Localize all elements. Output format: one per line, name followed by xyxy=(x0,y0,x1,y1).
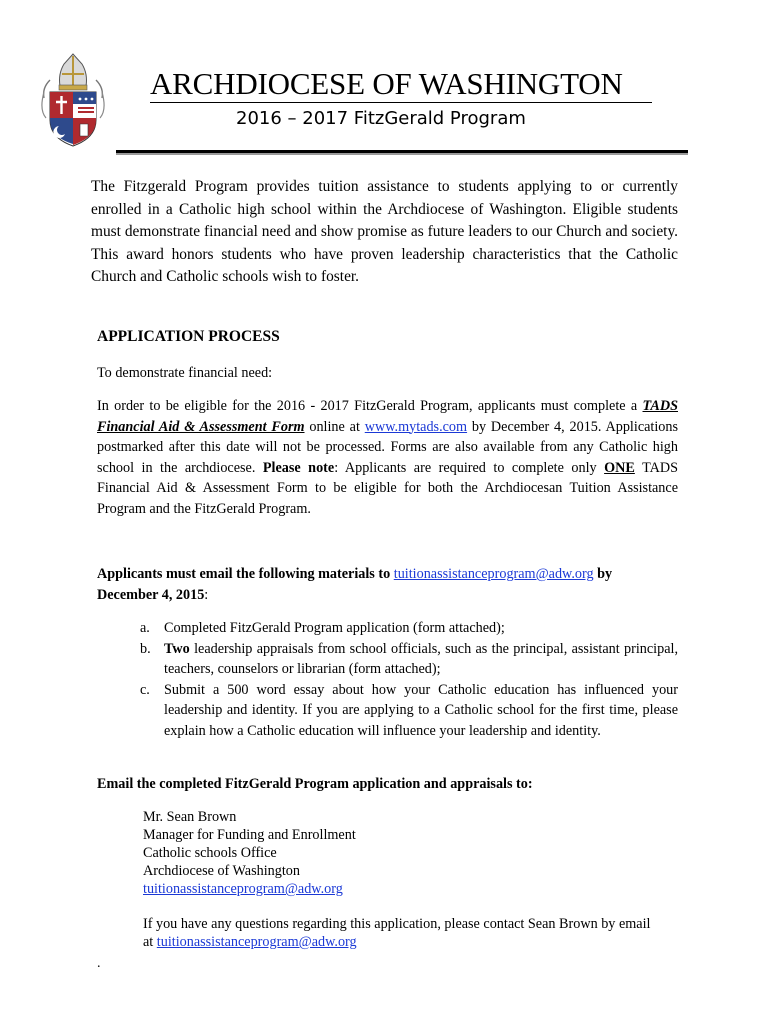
mitre-icon xyxy=(59,54,87,90)
contact-org: Archdiocese of Washington xyxy=(143,863,300,879)
materials-list xyxy=(140,618,678,742)
tads-form-name: TADS Financial Aid & Assessment Form xyxy=(97,398,678,435)
footer-mark: . xyxy=(97,956,101,971)
contact-name: Mr. Sean Brown xyxy=(143,809,237,825)
one-emphasis: ONE xyxy=(604,459,635,476)
contact-address-block xyxy=(143,808,356,898)
shield-icon xyxy=(50,92,96,146)
intro-paragraph: The Fitzgerald Program provides tuition assistance to students applying to or currently enrolled in a Catholic high school within the Archdiocese of Washington. Eligible students must demonstrate financial need and show promise as future leaders to our Church and society. This award honors students who have proven leadership characteristics that the Catholic Church and Catholic schools wish to foster. xyxy=(91,178,678,285)
financial-need-label: To demonstrate financial need: xyxy=(97,365,273,381)
deadline-date: December 4, 2015 xyxy=(97,587,205,603)
header-divider xyxy=(116,150,688,153)
materials-email-link[interactable]: tuitionassistanceprogram@adw.org xyxy=(393,566,594,582)
list-item: a. Completed FitzGerald Program application (form attached); xyxy=(140,620,505,636)
contact-email-link[interactable]: tuitionassistanceprogram@adw.org xyxy=(143,881,343,897)
application-process-heading: APPLICATION PROCESS xyxy=(97,328,280,345)
materials-instructions: Applicants must email the following materials to tuitionassistanceprogram@adw.org by December 4, 2015: xyxy=(97,566,613,603)
archdiocese-crest-logo xyxy=(40,52,106,148)
program-subtitle: 2016 – 2017 FitzGerald Program xyxy=(236,108,526,129)
contact-office: Catholic schools Office xyxy=(143,845,277,861)
contact-role: Manager for Funding and Enrollment xyxy=(143,827,356,843)
email-instructions-heading: Email the completed FitzGerald Program application and appraisals to: xyxy=(97,776,533,792)
list-item: b. Two leadership appraisals from school officials, such as the principal, assistant principal, teachers, counselors or librarian (form attached); xyxy=(140,640,678,678)
please-note-label: Please note xyxy=(262,459,335,476)
questions-note: If you have any questions regarding this application, please contact Sean Brown by email at tuitionassistanceprogram@adw.org xyxy=(143,916,651,950)
questions-email-link[interactable]: tuitionassistanceprogram@adw.org xyxy=(156,934,357,950)
list-item: c. Submit a 500 word essay about how your Catholic education has influenced your leadership and identity. If you are applying to a Catholic school for the first time, please explain how a Catholic education will influence your leadership and identity. xyxy=(140,681,678,739)
mytads-link[interactable]: www.mytads.com xyxy=(364,418,468,435)
eligibility-paragraph: In order to be eligible for the 2016 - 2017 FitzGerald Program, applicants must complete a TADS Financial Aid & Assessment Form online at www.mytads.com by December 4, 2015. Applications postmarked after this date will not be processed. Forms are also available from any Catholic high school in the archdiocese. Please note: Applicants are required to complete only ONE TADS Financial Aid & Assessment Form to be eligible for both the Archdiocesan Tuition Assistance Program and the FitzGerald Program. xyxy=(97,398,679,517)
page-title: ARCHDIOCESE OF WASHINGTON xyxy=(150,66,652,103)
